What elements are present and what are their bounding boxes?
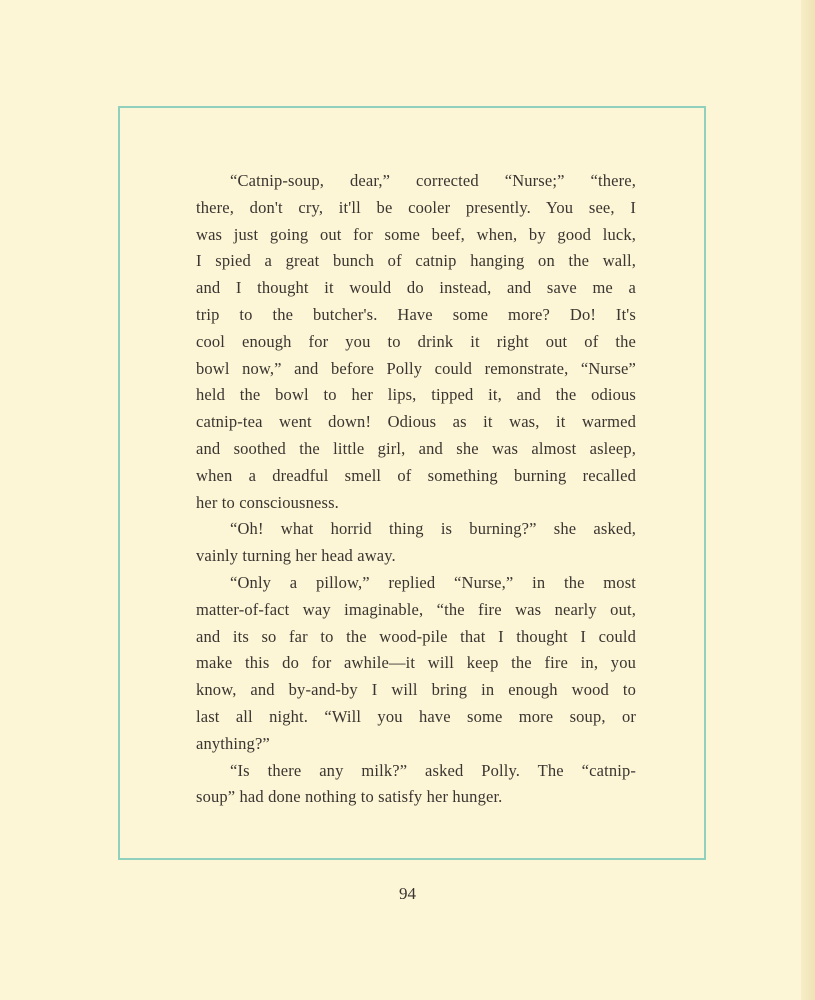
text-line: matter-of-fact way imaginable, “the fire was nearly out, bbox=[196, 599, 636, 619]
text-line: when a dreadful smell of something burning recalled bbox=[196, 465, 636, 485]
text-line: vainly turning her head away. bbox=[196, 546, 396, 566]
text-line: know, and by-and-by I will bring in enough wood to bbox=[196, 680, 636, 700]
text-line: was just going out for some beef, when, by good luck, bbox=[196, 224, 636, 244]
text-line: and I thought it would do instead, and save me a bbox=[196, 278, 636, 298]
text-line: catnip-tea went down! Odious as it was, it warmed bbox=[196, 412, 636, 432]
text-line: last all night. “Will you have some more soup, or bbox=[196, 706, 636, 726]
text-line: there, don't cry, it'll be cooler presently. You see, I bbox=[196, 197, 636, 217]
text-line: anything?” bbox=[196, 733, 270, 753]
page-number: 94 bbox=[399, 884, 416, 903]
text-line: “Only a pillow,” replied “Nurse,” in the most bbox=[230, 572, 636, 592]
text-line: bowl now,” and before Polly could remonstrate, “Nurse” bbox=[196, 358, 636, 378]
text-line: trip to the butcher's. Have some more? Do! It's bbox=[196, 304, 636, 324]
text-line: “Catnip-soup, dear,” corrected “Nurse;” “there, bbox=[230, 171, 636, 190]
text-line: held the bowl to her lips, tipped it, and the odious bbox=[196, 385, 636, 405]
text-line: I spied a great bunch of catnip hanging on the wall, bbox=[196, 251, 636, 271]
text-line: and its so far to the wood-pile that I thought I could bbox=[196, 626, 636, 646]
text-line: and soothed the little girl, and she was almost asleep, bbox=[196, 438, 636, 458]
text-line: make this do for awhile—it will keep the fire in, you bbox=[196, 653, 636, 673]
body-text bbox=[196, 168, 636, 811]
text-line: her to consciousness. bbox=[196, 492, 339, 512]
text-line: “Oh! what horrid thing is burning?” she asked, bbox=[230, 519, 636, 539]
text-line: “Is there any milk?” asked Polly. The “catnip- bbox=[230, 760, 636, 780]
text-line: cool enough for you to drink it right out of the bbox=[196, 331, 636, 351]
page-edge bbox=[801, 0, 815, 1000]
text-line: soup” had done nothing to satisfy her hunger. bbox=[196, 787, 503, 807]
